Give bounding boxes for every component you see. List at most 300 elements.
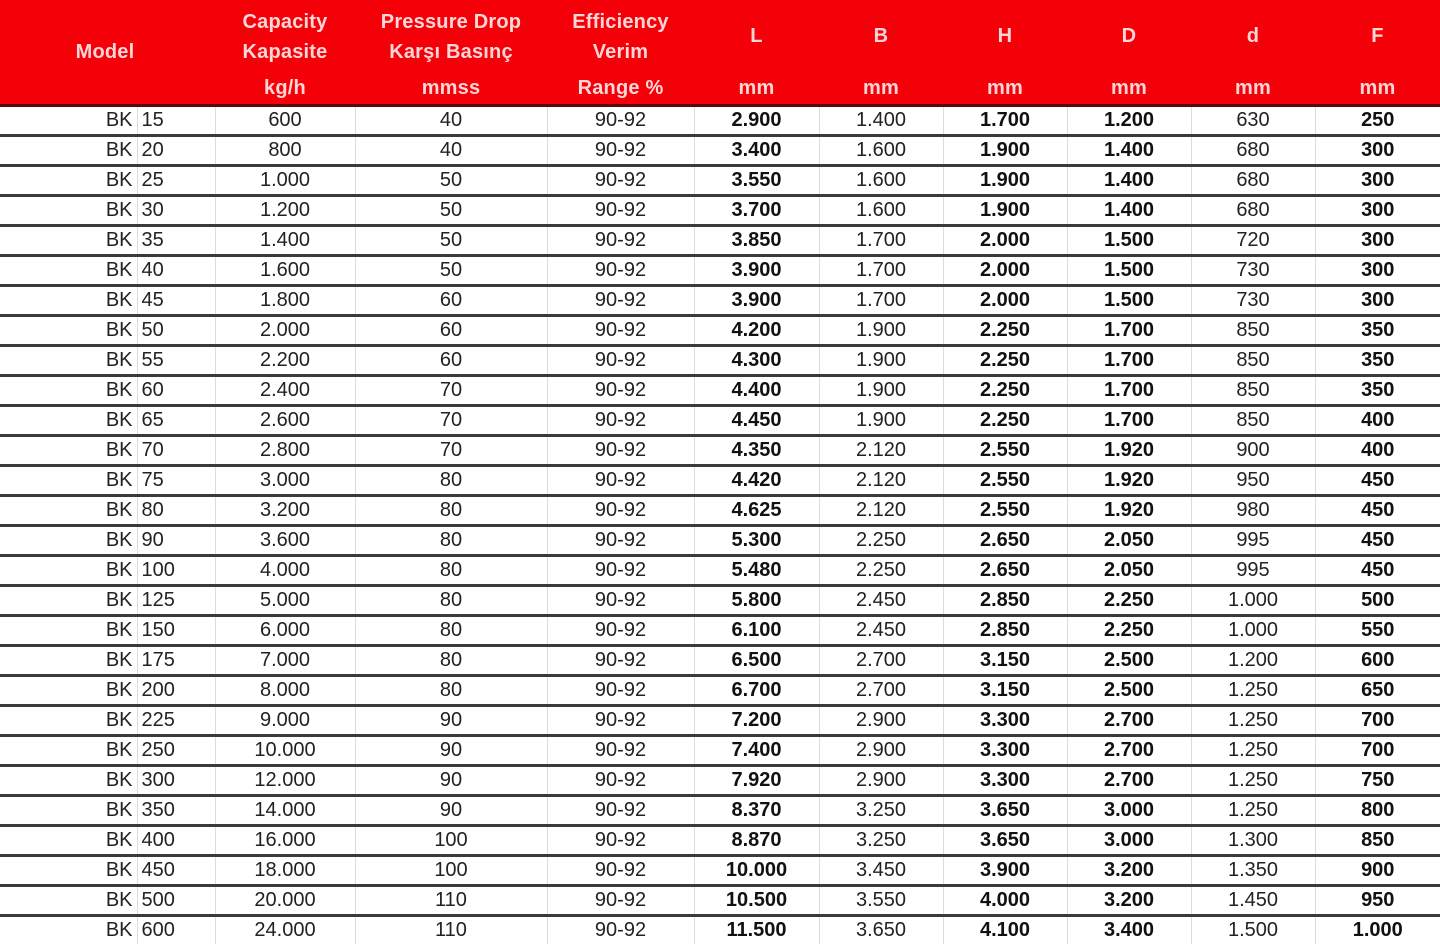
cell-H: 1.900 xyxy=(943,196,1067,226)
cell-capacity: 10.000 xyxy=(215,736,355,766)
cell-model-prefix: BK xyxy=(0,256,137,286)
cell-d: 850 xyxy=(1191,346,1315,376)
cell-d: 1.500 xyxy=(1191,916,1315,945)
cell-L: 5.300 xyxy=(694,526,819,556)
cell-capacity: 6.000 xyxy=(215,616,355,646)
header-pressure-tr: Karşı Basınç xyxy=(389,41,513,63)
table-row xyxy=(0,736,1440,766)
cell-pressure-drop: 80 xyxy=(355,646,547,676)
cell-L: 4.450 xyxy=(694,406,819,436)
cell-model-number: 45 xyxy=(137,286,215,316)
cell-H: 3.300 xyxy=(943,706,1067,736)
cell-model-number: 80 xyxy=(137,496,215,526)
cell-D: 3.200 xyxy=(1067,886,1191,916)
cell-d: 730 xyxy=(1191,286,1315,316)
cell-L: 4.420 xyxy=(694,466,819,496)
cell-B: 2.700 xyxy=(819,646,943,676)
cell-D: 1.920 xyxy=(1067,436,1191,466)
cell-D: 2.500 xyxy=(1067,646,1191,676)
table-row xyxy=(0,526,1440,556)
cell-L: 4.300 xyxy=(694,346,819,376)
cell-efficiency: 90-92 xyxy=(547,466,694,496)
header-efficiency-en: Efficiency xyxy=(572,11,669,33)
cell-L: 3.700 xyxy=(694,196,819,226)
cell-D: 2.050 xyxy=(1067,526,1191,556)
cell-capacity: 3.600 xyxy=(215,526,355,556)
cell-F: 750 xyxy=(1315,766,1440,796)
cell-model-prefix: BK xyxy=(0,406,137,436)
cell-D: 1.700 xyxy=(1067,346,1191,376)
cell-capacity: 1.600 xyxy=(215,256,355,286)
cell-d: 995 xyxy=(1191,556,1315,586)
cell-efficiency: 90-92 xyxy=(547,556,694,586)
table-header xyxy=(0,0,1440,104)
cell-B: 2.120 xyxy=(819,436,943,466)
cell-F: 450 xyxy=(1315,526,1440,556)
cell-model-prefix: BK xyxy=(0,166,137,196)
cell-D: 3.000 xyxy=(1067,796,1191,826)
cell-pressure-drop: 80 xyxy=(355,496,547,526)
cell-F: 900 xyxy=(1315,856,1440,886)
cell-pressure-drop: 80 xyxy=(355,526,547,556)
cell-d: 1.450 xyxy=(1191,886,1315,916)
cell-H: 2.250 xyxy=(943,406,1067,436)
cell-B: 1.900 xyxy=(819,346,943,376)
cell-pressure-drop: 80 xyxy=(355,676,547,706)
cell-model-number: 200 xyxy=(137,676,215,706)
cell-d: 1.200 xyxy=(1191,646,1315,676)
header-D: D xyxy=(1121,25,1137,47)
cell-model-number: 15 xyxy=(137,107,215,136)
cell-capacity: 20.000 xyxy=(215,886,355,916)
cell-F: 850 xyxy=(1315,826,1440,856)
cell-model-number: 60 xyxy=(137,376,215,406)
cell-efficiency: 90-92 xyxy=(547,107,694,136)
cell-efficiency: 90-92 xyxy=(547,676,694,706)
cell-model-prefix: BK xyxy=(0,196,137,226)
cell-d: 950 xyxy=(1191,466,1315,496)
cell-efficiency: 90-92 xyxy=(547,766,694,796)
table-row xyxy=(0,706,1440,736)
table-row xyxy=(0,406,1440,436)
cell-B: 1.700 xyxy=(819,226,943,256)
cell-F: 600 xyxy=(1315,646,1440,676)
cell-B: 1.700 xyxy=(819,256,943,286)
cell-B: 2.250 xyxy=(819,526,943,556)
table-row xyxy=(0,316,1440,346)
cell-H: 2.250 xyxy=(943,346,1067,376)
cell-pressure-drop: 50 xyxy=(355,256,547,286)
cell-L: 2.900 xyxy=(694,107,819,136)
cell-model-prefix: BK xyxy=(0,496,137,526)
cell-model-prefix: BK xyxy=(0,796,137,826)
cell-model-prefix: BK xyxy=(0,466,137,496)
cell-L: 6.700 xyxy=(694,676,819,706)
cell-efficiency: 90-92 xyxy=(547,316,694,346)
cell-pressure-drop: 80 xyxy=(355,466,547,496)
cell-H: 2.250 xyxy=(943,376,1067,406)
cell-F: 650 xyxy=(1315,676,1440,706)
cell-capacity: 24.000 xyxy=(215,916,355,945)
cell-H: 3.300 xyxy=(943,736,1067,766)
cell-H: 2.850 xyxy=(943,616,1067,646)
cell-efficiency: 90-92 xyxy=(547,136,694,166)
cell-pressure-drop: 50 xyxy=(355,196,547,226)
cell-model-number: 90 xyxy=(137,526,215,556)
cell-model-prefix: BK xyxy=(0,376,137,406)
cell-L: 4.625 xyxy=(694,496,819,526)
cell-D: 1.700 xyxy=(1067,316,1191,346)
cell-d: 1.250 xyxy=(1191,796,1315,826)
cell-model-prefix: BK xyxy=(0,676,137,706)
cell-model-prefix: BK xyxy=(0,736,137,766)
cell-B: 1.900 xyxy=(819,406,943,436)
cell-d: 730 xyxy=(1191,256,1315,286)
cell-H: 3.150 xyxy=(943,676,1067,706)
cell-B: 2.900 xyxy=(819,766,943,796)
cell-H: 4.000 xyxy=(943,886,1067,916)
cell-D: 2.250 xyxy=(1067,586,1191,616)
cell-D: 1.400 xyxy=(1067,166,1191,196)
cell-efficiency: 90-92 xyxy=(547,526,694,556)
cell-H: 3.650 xyxy=(943,826,1067,856)
table-row xyxy=(0,466,1440,496)
cell-model-number: 25 xyxy=(137,166,215,196)
cell-model-prefix: BK xyxy=(0,886,137,916)
cell-d: 980 xyxy=(1191,496,1315,526)
cell-F: 450 xyxy=(1315,496,1440,526)
cell-L: 5.800 xyxy=(694,586,819,616)
cell-pressure-drop: 70 xyxy=(355,406,547,436)
cell-D: 3.400 xyxy=(1067,916,1191,945)
table-row xyxy=(0,556,1440,586)
cell-H: 2.550 xyxy=(943,436,1067,466)
cell-D: 1.700 xyxy=(1067,406,1191,436)
table-row xyxy=(0,136,1440,166)
cell-B: 2.250 xyxy=(819,556,943,586)
cell-B: 3.450 xyxy=(819,856,943,886)
cell-D: 1.500 xyxy=(1067,286,1191,316)
cell-pressure-drop: 90 xyxy=(355,766,547,796)
cell-pressure-drop: 100 xyxy=(355,826,547,856)
cell-B: 2.450 xyxy=(819,586,943,616)
cell-F: 300 xyxy=(1315,166,1440,196)
cell-capacity: 12.000 xyxy=(215,766,355,796)
cell-capacity: 2.600 xyxy=(215,406,355,436)
header-pressure-unit: mmss xyxy=(421,77,481,99)
cell-pressure-drop: 60 xyxy=(355,286,547,316)
header-capacity-tr: Kapasite xyxy=(242,41,328,63)
header-H: H xyxy=(997,25,1013,47)
cell-D: 1.500 xyxy=(1067,226,1191,256)
cell-B: 2.900 xyxy=(819,706,943,736)
cell-model-prefix: BK xyxy=(0,436,137,466)
cell-L: 7.920 xyxy=(694,766,819,796)
cell-model-number: 175 xyxy=(137,646,215,676)
cell-model-prefix: BK xyxy=(0,556,137,586)
table-row xyxy=(0,346,1440,376)
cell-capacity: 16.000 xyxy=(215,826,355,856)
cell-capacity: 14.000 xyxy=(215,796,355,826)
table-row xyxy=(0,796,1440,826)
cell-pressure-drop: 80 xyxy=(355,556,547,586)
cell-pressure-drop: 90 xyxy=(355,706,547,736)
cell-model-number: 75 xyxy=(137,466,215,496)
cell-H: 4.100 xyxy=(943,916,1067,945)
cell-efficiency: 90-92 xyxy=(547,286,694,316)
header-B: B xyxy=(873,25,889,47)
cell-F: 300 xyxy=(1315,256,1440,286)
header-F-unit: mm xyxy=(1359,77,1396,99)
cell-model-prefix: BK xyxy=(0,346,137,376)
cell-F: 450 xyxy=(1315,556,1440,586)
cell-model-prefix: BK xyxy=(0,226,137,256)
cell-model-number: 350 xyxy=(137,796,215,826)
cell-capacity: 600 xyxy=(215,107,355,136)
cell-efficiency: 90-92 xyxy=(547,736,694,766)
cell-H: 3.300 xyxy=(943,766,1067,796)
cell-F: 350 xyxy=(1315,376,1440,406)
cell-model-prefix: BK xyxy=(0,286,137,316)
cell-capacity: 2.800 xyxy=(215,436,355,466)
cell-d: 1.000 xyxy=(1191,616,1315,646)
cell-F: 300 xyxy=(1315,196,1440,226)
cell-B: 3.650 xyxy=(819,916,943,945)
cell-H: 2.250 xyxy=(943,316,1067,346)
cell-L: 11.500 xyxy=(694,916,819,945)
cell-d: 1.000 xyxy=(1191,586,1315,616)
header-d-unit: mm xyxy=(1235,77,1271,99)
cell-model-number: 65 xyxy=(137,406,215,436)
cell-B: 1.600 xyxy=(819,136,943,166)
cell-pressure-drop: 60 xyxy=(355,316,547,346)
cell-H: 2.000 xyxy=(943,286,1067,316)
header-D-unit: mm xyxy=(1111,77,1147,99)
cell-efficiency: 90-92 xyxy=(547,646,694,676)
cell-B: 2.700 xyxy=(819,676,943,706)
header-pressure-en: Pressure Drop xyxy=(380,11,522,33)
specs-table xyxy=(0,107,1440,944)
cell-efficiency: 90-92 xyxy=(547,376,694,406)
cell-F: 300 xyxy=(1315,136,1440,166)
table-row xyxy=(0,766,1440,796)
table-row xyxy=(0,496,1440,526)
cell-pressure-drop: 70 xyxy=(355,436,547,466)
table-row xyxy=(0,166,1440,196)
cell-efficiency: 90-92 xyxy=(547,706,694,736)
cell-d: 850 xyxy=(1191,406,1315,436)
header-F: F xyxy=(1371,25,1384,47)
cell-B: 1.600 xyxy=(819,196,943,226)
cell-d: 680 xyxy=(1191,166,1315,196)
header-efficiency-unit: Range % xyxy=(577,77,664,99)
table-row xyxy=(0,286,1440,316)
cell-model-number: 40 xyxy=(137,256,215,286)
cell-L: 4.200 xyxy=(694,316,819,346)
table-row xyxy=(0,886,1440,916)
header-L: L xyxy=(750,25,763,47)
cell-F: 400 xyxy=(1315,436,1440,466)
table-row xyxy=(0,586,1440,616)
cell-D: 2.700 xyxy=(1067,766,1191,796)
cell-H: 2.550 xyxy=(943,466,1067,496)
cell-model-number: 70 xyxy=(137,436,215,466)
cell-model-prefix: BK xyxy=(105,919,133,941)
cell-model-number: 225 xyxy=(137,706,215,736)
cell-capacity: 18.000 xyxy=(215,856,355,886)
cell-efficiency: 90-92 xyxy=(547,586,694,616)
cell-B: 2.120 xyxy=(819,496,943,526)
cell-capacity: 2.400 xyxy=(215,376,355,406)
cell-model-prefix: BK xyxy=(0,856,137,886)
cell-L: 10.500 xyxy=(694,886,819,916)
header-H-unit: mm xyxy=(987,77,1023,99)
cell-capacity: 8.000 xyxy=(215,676,355,706)
cell-model-prefix: BK xyxy=(0,766,137,796)
header-L-unit: mm xyxy=(738,77,775,99)
cell-capacity: 7.000 xyxy=(215,646,355,676)
cell-L: 6.100 xyxy=(694,616,819,646)
cell-model-number: 450 xyxy=(137,856,215,886)
cell-H: 2.650 xyxy=(943,526,1067,556)
cell-L: 3.900 xyxy=(694,286,819,316)
cell-H: 1.900 xyxy=(943,136,1067,166)
cell-model-number: 400 xyxy=(137,826,215,856)
cell-B: 2.900 xyxy=(819,736,943,766)
cell-B: 1.700 xyxy=(819,286,943,316)
cell-d: 1.250 xyxy=(1191,736,1315,766)
cell-efficiency: 90-92 xyxy=(547,616,694,646)
cell-pressure-drop: 50 xyxy=(355,166,547,196)
cell-d: 1.300 xyxy=(1191,826,1315,856)
cell-F: 300 xyxy=(1315,226,1440,256)
table-row xyxy=(0,616,1440,646)
cell-efficiency: 90-92 xyxy=(547,196,694,226)
cell-D: 3.200 xyxy=(1067,856,1191,886)
table-row xyxy=(0,196,1440,226)
table-row xyxy=(0,376,1440,406)
cell-d: 850 xyxy=(1191,316,1315,346)
table-row xyxy=(0,256,1440,286)
cell-efficiency: 90-92 xyxy=(547,796,694,826)
cell-H: 2.000 xyxy=(943,256,1067,286)
cell-capacity: 4.000 xyxy=(215,556,355,586)
table-row xyxy=(0,826,1440,856)
cell-model-number: 20 xyxy=(137,136,215,166)
cell-model-number: 35 xyxy=(137,226,215,256)
header-capacity-en: Capacity xyxy=(242,11,328,33)
cell-H: 1.900 xyxy=(943,166,1067,196)
cell-D: 1.920 xyxy=(1067,496,1191,526)
cell-H: 3.150 xyxy=(943,646,1067,676)
cell-D: 1.400 xyxy=(1067,136,1191,166)
cell-efficiency: 90-92 xyxy=(547,496,694,526)
cell-model-number: 250 xyxy=(137,736,215,766)
cell-d: 900 xyxy=(1191,436,1315,466)
cell-efficiency: 90-92 xyxy=(547,916,694,945)
cell-L: 3.850 xyxy=(694,226,819,256)
cell-F: 250 xyxy=(1315,107,1440,136)
cell-F: 700 xyxy=(1315,706,1440,736)
cell-d: 680 xyxy=(1191,136,1315,166)
cell-B: 1.900 xyxy=(819,316,943,346)
cell-pressure-drop: 100 xyxy=(355,856,547,886)
cell-model-prefix: BK xyxy=(0,136,137,166)
cell-efficiency: 90-92 xyxy=(547,886,694,916)
cell-model-prefix: BK xyxy=(0,826,137,856)
cell-L: 3.900 xyxy=(694,256,819,286)
table-row xyxy=(0,226,1440,256)
cell-L: 4.400 xyxy=(694,376,819,406)
cell-L: 5.480 xyxy=(694,556,819,586)
cell-L: 6.500 xyxy=(694,646,819,676)
cell-d: 680 xyxy=(1191,196,1315,226)
cell-capacity: 1.200 xyxy=(215,196,355,226)
cell-pressure-drop: 70 xyxy=(355,376,547,406)
cell-H: 2.650 xyxy=(943,556,1067,586)
cell-d: 1.250 xyxy=(1191,706,1315,736)
cell-efficiency: 90-92 xyxy=(547,346,694,376)
cell-H: 1.700 xyxy=(943,107,1067,136)
cell-capacity: 1.800 xyxy=(215,286,355,316)
cell-pressure-drop: 60 xyxy=(355,346,547,376)
cell-F: 350 xyxy=(1315,316,1440,346)
cell-model-number: 100 xyxy=(137,556,215,586)
cell-capacity: 800 xyxy=(215,136,355,166)
cell-capacity: 2.000 xyxy=(215,316,355,346)
cell-D: 2.050 xyxy=(1067,556,1191,586)
cell-B: 3.250 xyxy=(819,826,943,856)
cell-model-number: 125 xyxy=(137,586,215,616)
cell-efficiency: 90-92 xyxy=(547,436,694,466)
cell-B: 3.250 xyxy=(819,796,943,826)
cell-D: 2.500 xyxy=(1067,676,1191,706)
cell-L: 4.350 xyxy=(694,436,819,466)
cell-L: 8.370 xyxy=(694,796,819,826)
cell-capacity: 9.000 xyxy=(215,706,355,736)
cell-B: 1.900 xyxy=(819,376,943,406)
table-row xyxy=(0,646,1440,676)
cell-efficiency: 90-92 xyxy=(547,226,694,256)
table-row xyxy=(0,916,1440,945)
cell-model-number: 50 xyxy=(137,316,215,346)
cell-B: 1.600 xyxy=(819,166,943,196)
cell-B: 1.400 xyxy=(819,107,943,136)
cell-F: 800 xyxy=(1315,796,1440,826)
cell-F: 350 xyxy=(1315,346,1440,376)
cell-pressure-drop: 110 xyxy=(355,916,547,945)
cell-F: 450 xyxy=(1315,466,1440,496)
table-row xyxy=(0,676,1440,706)
cell-F: 550 xyxy=(1315,616,1440,646)
cell-L: 8.870 xyxy=(694,826,819,856)
cell-model-prefix: BK xyxy=(0,316,137,346)
cell-model-number: 600 xyxy=(137,916,215,945)
cell-D: 1.400 xyxy=(1067,196,1191,226)
table-row xyxy=(0,856,1440,886)
cell-efficiency: 90-92 xyxy=(547,856,694,886)
cell-L: 7.400 xyxy=(694,736,819,766)
cell-H: 3.650 xyxy=(943,796,1067,826)
cell-d: 850 xyxy=(1191,376,1315,406)
cell-pressure-drop: 80 xyxy=(355,586,547,616)
cell-efficiency: 90-92 xyxy=(547,406,694,436)
cell-pressure-drop: 90 xyxy=(355,736,547,766)
cell-model-number: 500 xyxy=(137,886,215,916)
cell-B: 2.120 xyxy=(819,466,943,496)
cell-F: 300 xyxy=(1315,286,1440,316)
cell-H: 2.550 xyxy=(943,496,1067,526)
